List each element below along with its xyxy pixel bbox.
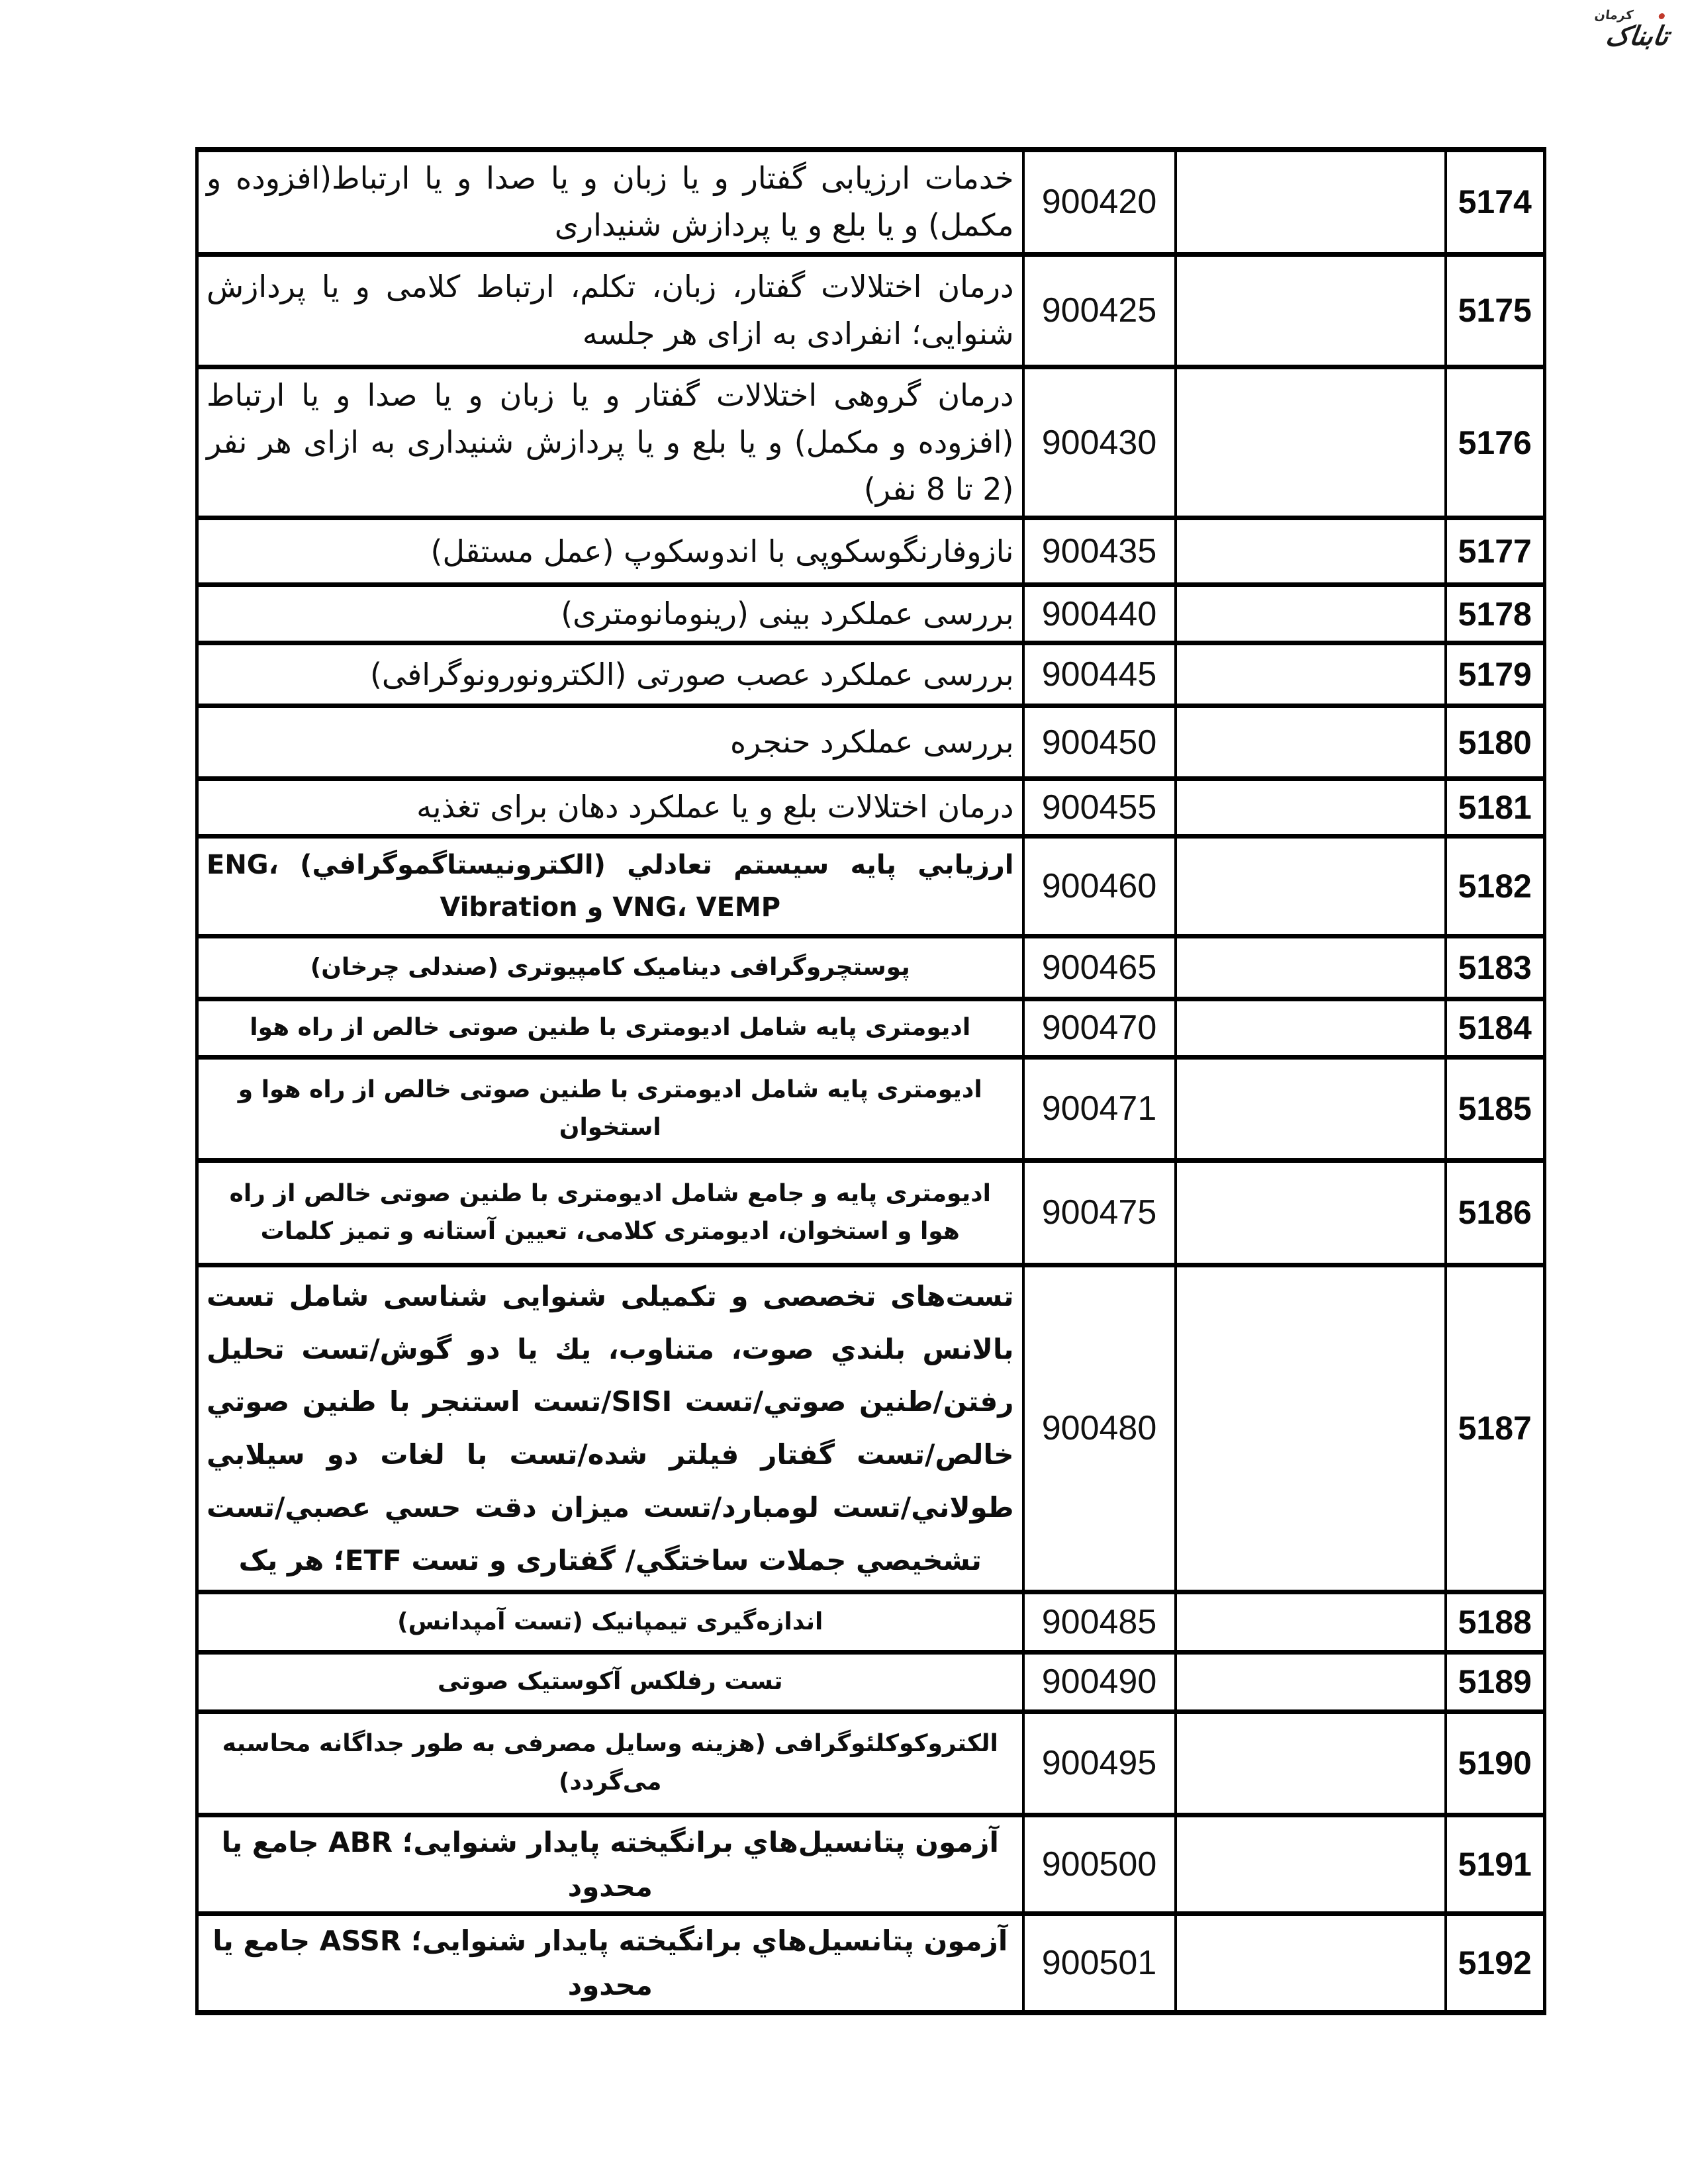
- service-description-cell: تست رفلکس آکوستیک صوتی: [197, 1652, 1023, 1711]
- service-description-cell: تست‌های تخصصی و تکمیلی شنوایی شناسی شامل تست بالانس بلندي صوت، متناوب، يك یا دو گوش/تست تحلیل رفتن/طنین صوتي/تست SISI/تست استنجر با طنین صوتي خالص/تست گفتار فیلتر شده/تست با لغات دو سیلابي طولاني/تست لومبارد/تست میزان دقت حسي عصبي/تست تشخیصي جملات ساختگي/ گفتاری و تست ETF؛ هر یک: [197, 1265, 1023, 1592]
- service-description-cell: بررسی عملکرد بینی (رینومانومتری): [197, 585, 1023, 643]
- empty-value-cell: [1176, 150, 1446, 254]
- service-code-cell: 900490: [1023, 1652, 1176, 1711]
- tariff-table-body: [197, 150, 1545, 2013]
- empty-value-cell: [1176, 1160, 1446, 1265]
- service-code-cell: 900450: [1023, 706, 1176, 779]
- service-code-cell: 900425: [1023, 254, 1176, 367]
- empty-value-cell: [1176, 643, 1446, 706]
- service-code-cell: 900501: [1023, 1913, 1176, 2013]
- row-number-cell: 5184: [1446, 999, 1545, 1057]
- row-number-cell: 5190: [1446, 1711, 1545, 1815]
- empty-value-cell: [1176, 254, 1446, 367]
- empty-value-cell: [1176, 936, 1446, 999]
- service-code-cell: 900495: [1023, 1711, 1176, 1815]
- empty-value-cell: [1176, 1057, 1446, 1160]
- table-row: [197, 1160, 1545, 1265]
- service-description-cell: بررسی عملکرد حنجره: [197, 706, 1023, 779]
- service-code-cell: 900475: [1023, 1160, 1176, 1265]
- service-description-cell: ادیومتری پایه شامل ادیومتری با طنین صوتی خالص از راه هوا: [197, 999, 1023, 1057]
- row-number-cell: 5181: [1446, 779, 1545, 836]
- logo-brand-text: تابناک: [1603, 21, 1671, 52]
- empty-value-cell: [1176, 1592, 1446, 1652]
- service-code-cell: 900430: [1023, 367, 1176, 518]
- table-row: [197, 836, 1545, 936]
- service-description-cell: درمان اختلالات بلع و یا عملکرد دهان برای تغذیه: [197, 779, 1023, 836]
- row-number-cell: 5180: [1446, 706, 1545, 779]
- service-description-cell: پوستچروگرافی دینامیک کامپیوتری (صندلی چرخان): [197, 936, 1023, 999]
- empty-value-cell: [1176, 1815, 1446, 1913]
- empty-value-cell: [1176, 585, 1446, 643]
- table-row: [197, 254, 1545, 367]
- service-description-cell: آزمون پتانسیل‌هاي برانگیخته پایدار شنوایی؛ ASSR جامع یا محدود: [197, 1913, 1023, 2013]
- tariff-table: [195, 147, 1546, 2015]
- row-number-cell: 5191: [1446, 1815, 1545, 1913]
- empty-value-cell: [1176, 1711, 1446, 1815]
- table-row: [197, 643, 1545, 706]
- service-description-cell: ادیومتری پایه شامل ادیومتری با طنین صوتی خالص از راه هوا و استخوان: [197, 1057, 1023, 1160]
- empty-value-cell: [1176, 518, 1446, 585]
- empty-value-cell: [1176, 706, 1446, 779]
- empty-value-cell: [1176, 999, 1446, 1057]
- row-number-cell: 5189: [1446, 1652, 1545, 1711]
- table-row: [197, 367, 1545, 518]
- row-number-cell: 5177: [1446, 518, 1545, 585]
- service-description-cell: درمان گروهی اختلالات گفتار و یا زبان و یا صدا و یا ارتباط (افزوده و مکمل) و یا بلع و یا پردازش شنیداری به ازای هر نفر (2 تا 8 نفر): [197, 367, 1023, 518]
- service-description-cell: اندازه‌گیری تیمپانیک (تست آمپدانس): [197, 1592, 1023, 1652]
- row-number-cell: 5176: [1446, 367, 1545, 518]
- service-code-cell: 900455: [1023, 779, 1176, 836]
- table-row: [197, 706, 1545, 779]
- service-description-cell: درمان اختلالات گفتار، زبان، تکلم، ارتباط کلامی و یا پردازش شنوایی؛ انفرادی به ازای هر جلسه: [197, 254, 1023, 367]
- row-number-cell: 5185: [1446, 1057, 1545, 1160]
- service-code-cell: 900485: [1023, 1592, 1176, 1652]
- service-code-cell: 900420: [1023, 150, 1176, 254]
- table-row: [197, 1815, 1545, 1913]
- service-description-cell: الکتروکوکلئوگرافی (هزینه وسایل مصرفی به طور جداگانه محاسبه می‌گردد): [197, 1711, 1023, 1815]
- row-number-cell: 5183: [1446, 936, 1545, 999]
- service-code-cell: 900445: [1023, 643, 1176, 706]
- empty-value-cell: [1176, 1913, 1446, 2013]
- service-description-cell: بررسی عملکرد عصب صورتی (الکترونورونوگرافی): [197, 643, 1023, 706]
- table-row: [197, 999, 1545, 1057]
- table-row: [197, 779, 1545, 836]
- service-description-cell: نازوفارنگوسکوپی با اندوسکوپ (عمل مستقل): [197, 518, 1023, 585]
- service-code-cell: 900470: [1023, 999, 1176, 1057]
- service-description-cell: ادیومتری پایه و جامع شامل ادیومتری با طنین صوتی خالص از راه هوا و استخوان، ادیومتری کلامی، تعیین آستانه و تمیز کلمات: [197, 1160, 1023, 1265]
- table-row: [197, 1711, 1545, 1815]
- table-row: [197, 585, 1545, 643]
- empty-value-cell: [1176, 367, 1446, 518]
- row-number-cell: 5187: [1446, 1265, 1545, 1592]
- empty-value-cell: [1176, 1265, 1446, 1592]
- empty-value-cell: [1176, 836, 1446, 936]
- row-number-cell: 5186: [1446, 1160, 1545, 1265]
- service-description-cell: آزمون پتانسیل‌هاي برانگیخته پایدار شنوایی؛ ABR جامع یا محدود: [197, 1815, 1023, 1913]
- row-number-cell: 5192: [1446, 1913, 1545, 2013]
- service-description-cell: خدمات ارزیابی گفتار و یا زبان و یا صدا و یا ارتباط(افزوده و مکمل) و یا بلع و یا پردازش شنیداری: [197, 150, 1023, 254]
- service-code-cell: 900471: [1023, 1057, 1176, 1160]
- table-row: [197, 1057, 1545, 1160]
- row-number-cell: 5174: [1446, 150, 1545, 254]
- table-row: [197, 1265, 1545, 1592]
- table-row: [197, 936, 1545, 999]
- service-code-cell: 900480: [1023, 1265, 1176, 1592]
- logo-accent-dot: [1658, 13, 1665, 19]
- service-description-cell: ارزيابي پايه سيستم تعادلي (الكترونيستاگموگرافي) ENG، VNG، VEMP و Vibration: [197, 836, 1023, 936]
- service-code-cell: 900465: [1023, 936, 1176, 999]
- service-code-cell: 900435: [1023, 518, 1176, 585]
- table-row: [197, 150, 1545, 254]
- empty-value-cell: [1176, 779, 1446, 836]
- row-number-cell: 5182: [1446, 836, 1545, 936]
- empty-value-cell: [1176, 1652, 1446, 1711]
- service-code-cell: 900500: [1023, 1815, 1176, 1913]
- row-number-cell: 5178: [1446, 585, 1545, 643]
- table-row: [197, 1913, 1545, 2013]
- service-code-cell: 900440: [1023, 585, 1176, 643]
- row-number-cell: 5175: [1446, 254, 1545, 367]
- row-number-cell: 5188: [1446, 1592, 1545, 1652]
- service-code-cell: 900460: [1023, 836, 1176, 936]
- table-row: [197, 1652, 1545, 1711]
- row-number-cell: 5179: [1446, 643, 1545, 706]
- site-logo: [1590, 9, 1673, 50]
- logo-city-text: کرمان: [1593, 8, 1634, 23]
- table-row: [197, 1592, 1545, 1652]
- table-row: [197, 518, 1545, 585]
